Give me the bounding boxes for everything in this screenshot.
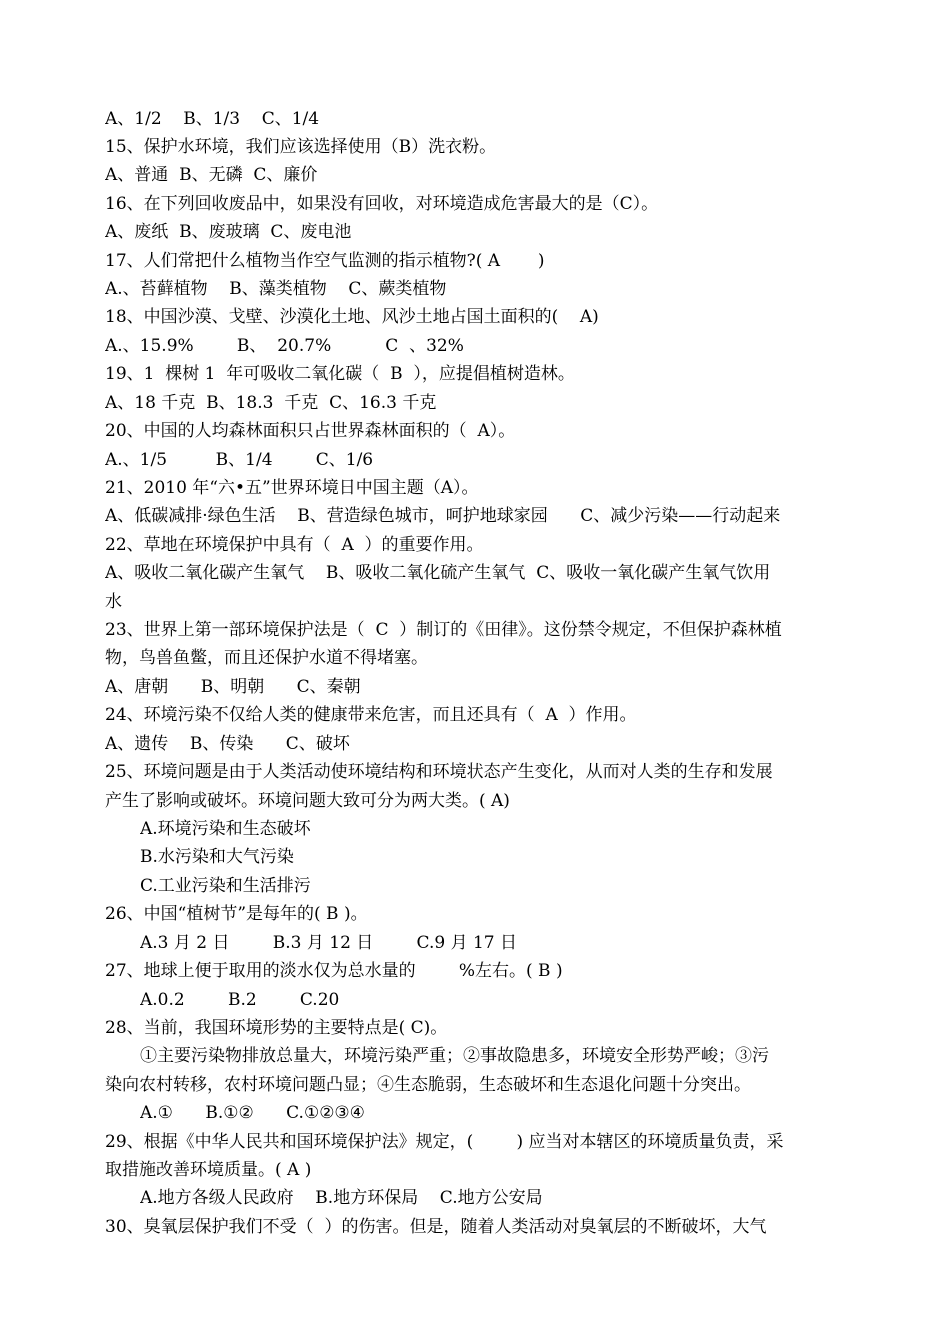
- text-line: A、吸收二氧化碳产生氧气 B、吸收二氧化硫产生氧气 C、吸收一氧化碳产生氧气饮用: [105, 563, 771, 584]
- text-line: A、唐朝 B、明朝 C、秦朝: [105, 676, 361, 697]
- text-line: 取措施改善环境质量。( A ): [105, 1160, 312, 1181]
- text-line: C.工业污染和生活排污: [140, 875, 311, 896]
- text-line: 22、草地在环境保护中具有（ A ）的重要作用。: [105, 534, 484, 555]
- text-line: 25、环境问题是由于人类活动使环境结构和环境状态产生变化，从而对人类的生存和发展: [105, 762, 773, 783]
- text-line: A.、苔藓植物 B、藻类植物 C、蕨类植物: [105, 279, 447, 300]
- text-line: 产生了影响或破坏。环境问题大致可分为两大类。( A): [105, 790, 510, 811]
- text-line: 15、保护水环境，我们应该选择使用（B）洗衣粉。: [105, 136, 497, 157]
- text-line: 染向农村转移，农村环境问题凸显；④生态脆弱，生态破坏和生态退化问题十分突出。: [105, 1074, 751, 1095]
- text-line: 20、中国的人均森林面积只占世界森林面积的（ A）。: [105, 421, 516, 442]
- text-line: 26、中国“植树节”是每年的( B )。: [105, 904, 368, 925]
- text-line: A、18 千克 B、18.3 千克 C、16.3 千克: [105, 392, 437, 413]
- text-line: A、普通 B、无磷 C、廉价: [105, 165, 318, 186]
- text-line: A.、15.9% B、 20.7% C 、32%: [105, 335, 464, 356]
- text-line: 30、臭氧层保护我们不受（ ）的伤害。但是，随着人类活动对臭氧层的不断破坏，大气: [105, 1216, 767, 1237]
- text-line: A.环境污染和生态破坏: [140, 819, 311, 839]
- text-line: A、遗传 B、传染 C、破坏: [105, 733, 350, 754]
- text-line: 28、当前，我国环境形势的主要特点是( C)。: [105, 1017, 448, 1038]
- text-line: ①主要污染物排放总量大，环境污染严重；②事故隐患多，环境安全形势严峻；③污: [140, 1046, 769, 1067]
- text-line: 物，鸟兽鱼鳖，而且还保护水道不得堵塞。: [105, 648, 428, 669]
- text-line: A.0.2 B.2 C.20: [140, 989, 340, 1010]
- text-line: 16、在下列回收废品中，如果没有回收，对环境造成危害最大的是（C）。: [105, 193, 659, 214]
- text-line: 23、世界上第一部环境保护法是（ C ）制订的《田律》。这份禁令规定，不但保护森林植: [105, 620, 782, 641]
- text-line: 18、中国沙漠、戈壁、沙漠化土地、风沙土地占国土面积的( A): [105, 307, 599, 328]
- text-line: 21、2010 年“六•五”世界环境日中国主题（A）。: [105, 477, 479, 498]
- text-line: A.3 月 2 日 B.3 月 12 日 C.9 月 17 日: [140, 932, 518, 953]
- text-line: 水: [105, 591, 122, 612]
- text-line: 17、人们常把什么植物当作空气监测的指示植物?( A ): [105, 250, 545, 271]
- text-line: A、低碳减排·绿色生活 B、营造绿色城市，呵护地球家园 C、减少污染——行动起来: [105, 506, 781, 527]
- text-line: 24、环境污染不仅给人类的健康带来危害，而且还具有（ A ）作用。: [105, 705, 637, 726]
- text-line: A.① B.①② C.①②③④: [140, 1103, 365, 1124]
- text-line: 19、1 棵树 1 年可吸收二氧化碳（ B ），应提倡植树造林。: [105, 364, 575, 385]
- text-line: A、废纸 B、废玻璃 C、废电池: [105, 222, 352, 243]
- text-line: 27、地球上便于取用的淡水仅为总水量的 %左右。( B ): [105, 961, 563, 982]
- text-line: A.、1/5 B、1/4 C、1/6: [105, 449, 374, 470]
- text-line: 29、根据《中华人民共和国环境保护法》规定，( ) 应当对本辖区的环境质量负责，采: [105, 1131, 784, 1152]
- text-line: A、1/2 B、1/3 C、1/4: [105, 108, 320, 129]
- text-line: A.地方各级人民政府 B.地方环保局 C.地方公安局: [140, 1188, 543, 1209]
- text-line: B.水污染和大气污染: [140, 847, 294, 868]
